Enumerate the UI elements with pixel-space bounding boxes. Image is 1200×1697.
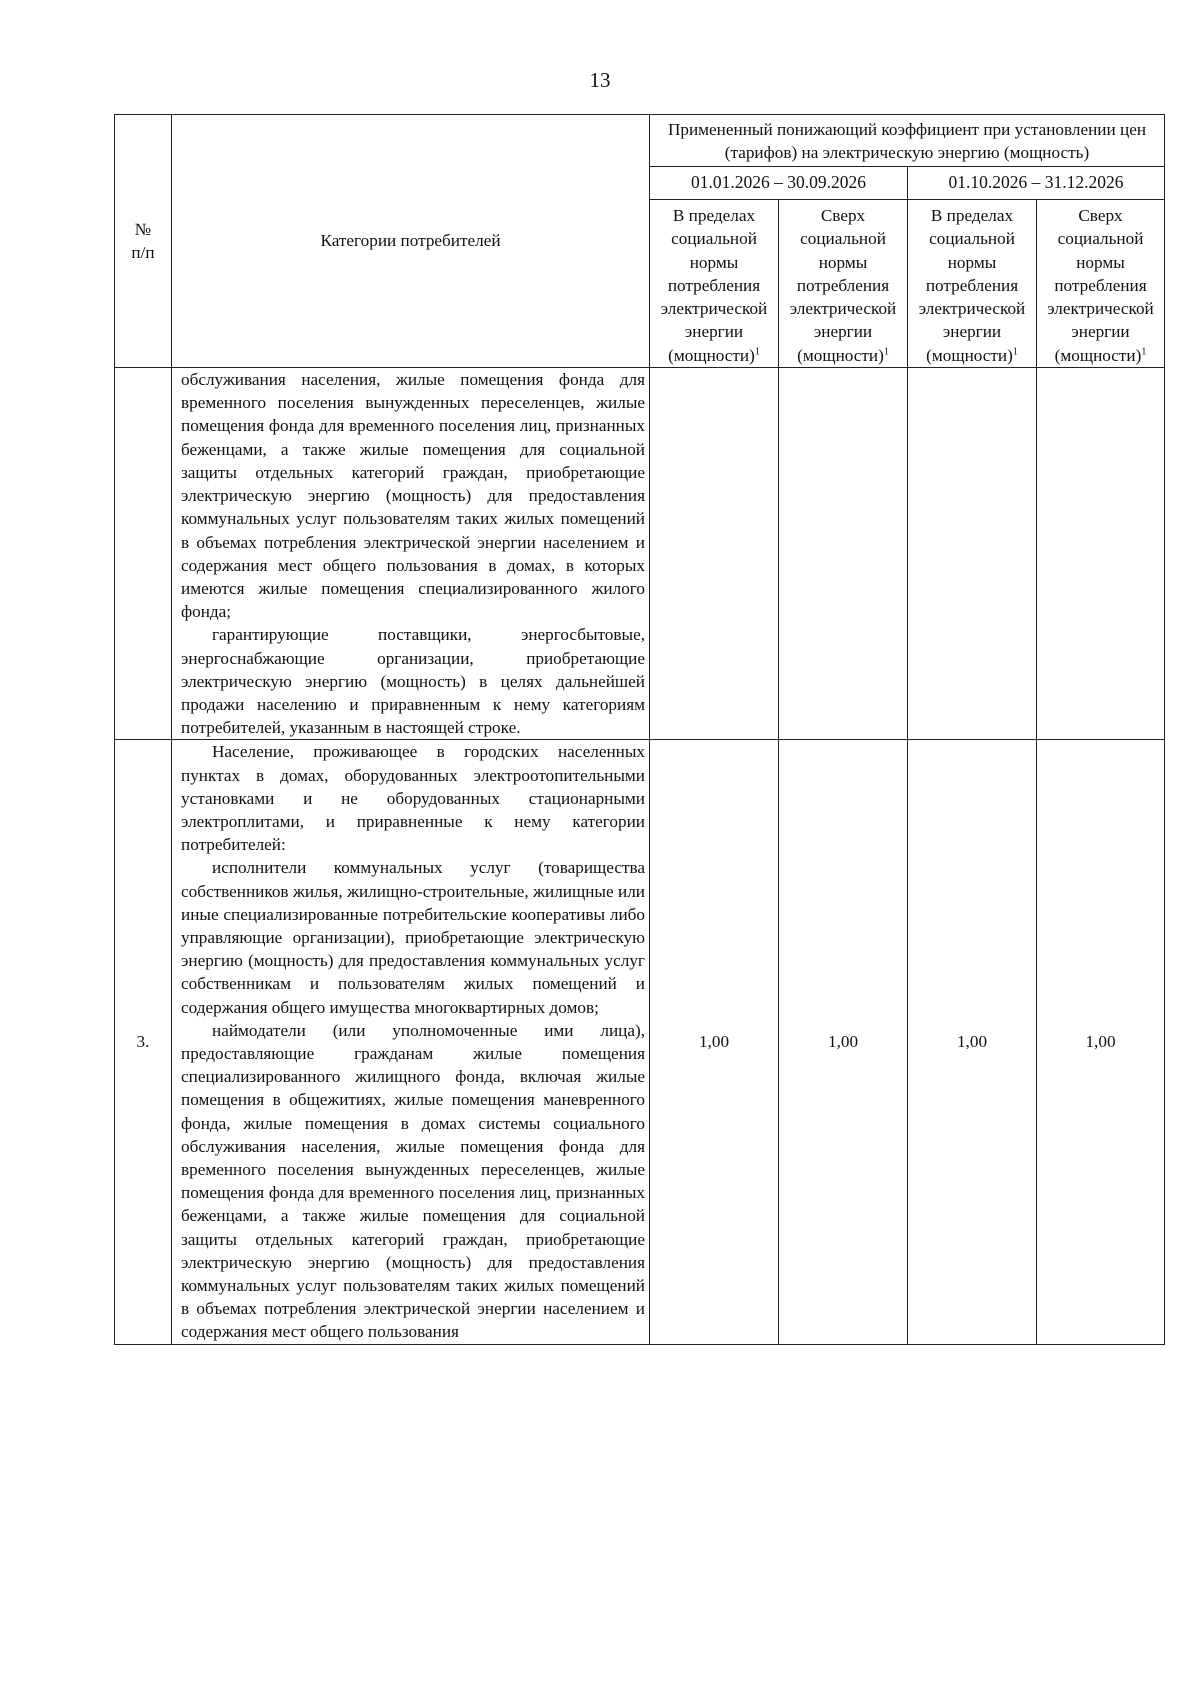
category-paragraph: исполнители коммунальных услуг (товарищества собственников жилья, жилищно-строительные, жилищные или иные специализированные потребительские кооперативы либо управляющие организации), приобретающие электрическую энергию (мощность) для предоставления коммунальных услуг собственникам и пользователям жилых помещений и содержания общего имущества многоквартирных домов; — [181, 858, 645, 1017]
header-subcolumn-line — [1037, 344, 1164, 367]
category-paragraph: обслуживания населения, жилые помещения фонда для временного поселения вынужденных переселенцев, жилые помещения фонда для временного поселения лиц, признанных беженцами, а также жилые помещения для социальной защиты отдельных категорий граждан, приобретающие электрическую энергию (мощность) для предоставления коммунальных услуг пользователям таких жилых помещений в объемах потребления электрической энергии населением и содержания мест общего пользования в домах, в которых имеются жилые помещения специализированного жилого фонда; — [181, 370, 645, 622]
header-subcolumn — [779, 200, 908, 368]
header-subcolumn-line: электрической — [918, 299, 1026, 319]
category-paragraph: Население, проживающее в городских населенных пунктах в домах, оборудованных электроотопительными установками и не оборудованных стационарными электроплитами, и приравненные к нему категории потребителей: — [181, 742, 645, 855]
category-paragraph: наймодатели (или уполномоченные ими лица), предоставляющие гражданам жилые помещения специализированного жилищного фонда, включая жилые помещения в общежитиях, жилые помещения маневренного фонда, жилые помещения в домах системы социального обслуживания населения, жилые помещения фонда для временного поселения вынужденных переселенцев, жилые помещения фонда для временного поселения лиц, признанных беженцами, а также жилые помещения для социальной защиты отдельных категорий граждан, приобретающие электрическую энергию (мощность) для предоставления коммунальных услуг пользователям таких жилых помещений в объемах потребления электрической энергии населением и содержания мест общего пользования — [181, 1020, 645, 1342]
header-subcolumn-line: социальной — [800, 229, 886, 249]
row-value — [908, 368, 1037, 740]
header-subcolumn-line: социальной — [1057, 229, 1144, 249]
header-subcolumn-text: (мощности) — [668, 345, 755, 365]
header-subcolumn-line: потребления — [667, 275, 761, 295]
header-subcolumn — [1037, 200, 1165, 368]
header-subcolumn-line — [908, 344, 1036, 367]
header-subcolumn — [650, 200, 779, 368]
header-subcolumn-line: нормы — [947, 252, 997, 272]
row-number: 3. — [115, 740, 172, 1344]
header-coefficient-title: Примененный понижающий коэффициент при установлении цен (тарифов) на электрическую энергию (мощность) — [650, 115, 1165, 167]
row-value — [1037, 368, 1165, 740]
header-subcolumn-line: В пределах — [672, 206, 756, 225]
header-subcolumn-line: потребления — [796, 275, 890, 295]
footnote-marker: 1 — [883, 346, 889, 358]
row-value — [779, 368, 908, 740]
header-number-label: № — [134, 219, 152, 239]
row-value: 1,00 — [650, 740, 779, 1344]
header-number-sublabel: п/п — [131, 243, 155, 263]
table-row — [115, 368, 1165, 740]
header-subcolumn-line: нормы — [818, 252, 868, 272]
header-subcolumn-line — [650, 344, 778, 367]
row-value: 1,00 — [779, 740, 908, 1344]
header-subcolumn-text: (мощности) — [926, 345, 1013, 365]
page-number: 13 — [589, 68, 611, 92]
header-subcolumn-line: социальной — [671, 229, 757, 249]
header-subcolumn-line: энергии — [1071, 322, 1130, 342]
tariff-coefficient-table — [114, 114, 1165, 1345]
row-category — [172, 740, 650, 1344]
header-subcolumn — [908, 200, 1037, 368]
table-row — [115, 740, 1165, 1344]
header-category-cell: Категории потребителей — [172, 115, 650, 368]
row-value: 1,00 — [908, 740, 1037, 1344]
header-subcolumn-line: энергии — [942, 322, 1002, 342]
header-subcolumn-line: социальной — [929, 229, 1015, 249]
header-subcolumn-line: Сверх — [820, 206, 866, 225]
header-subcolumn-text: (мощности) — [797, 345, 884, 365]
header-subcolumn-line: потребления — [1054, 275, 1147, 295]
header-subcolumn-line: электрической — [789, 299, 897, 319]
row-category — [172, 368, 650, 740]
header-period-1: 01.01.2026 – 30.09.2026 — [650, 167, 908, 200]
header-subcolumn-line: потребления — [925, 275, 1019, 295]
footnote-marker: 1 — [754, 346, 760, 358]
header-subcolumn-line: электрической — [660, 299, 768, 319]
header-period-2: 01.10.2026 – 31.12.2026 — [908, 167, 1165, 200]
row-value — [650, 368, 779, 740]
header-subcolumn-line: электрической — [1047, 299, 1154, 319]
header-subcolumn-line: нормы — [689, 252, 739, 272]
header-subcolumn-line: энергии — [684, 322, 744, 342]
footnote-marker: 1 — [1141, 346, 1147, 358]
header-subcolumn-line: В пределах — [930, 206, 1014, 225]
header-subcolumn-text: (мощности) — [1054, 345, 1142, 365]
row-number — [115, 368, 172, 740]
row-value: 1,00 — [1037, 740, 1165, 1344]
category-paragraph: гарантирующие поставщики, энергосбытовые, энергоснабжающие организации, приобретающие электрическую энергию (мощность) в целях дальнейшей продажи населению и приравненным к нему категориям потребителей, указанным в настоящей строке. — [181, 625, 645, 738]
header-subcolumn-line: нормы — [1076, 252, 1125, 272]
header-subcolumn-line: энергии — [813, 322, 873, 342]
header-subcolumn-line — [779, 344, 907, 367]
header-subcolumn-line: Сверх — [1078, 206, 1123, 225]
footnote-marker: 1 — [1012, 346, 1018, 358]
header-number-cell — [115, 115, 172, 368]
